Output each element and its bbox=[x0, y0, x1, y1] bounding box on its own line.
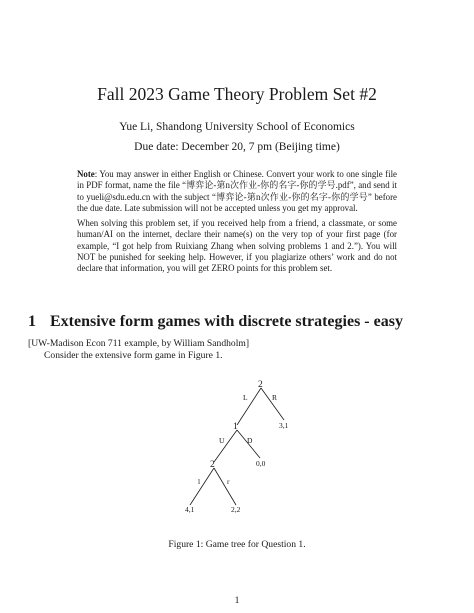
edge-l bbox=[190, 468, 214, 505]
payoff-l: 4,1 bbox=[185, 505, 195, 514]
due-date: Due date: December 20, 7 pm (Beijing time) bbox=[134, 141, 340, 153]
node-player1-label: 1 bbox=[233, 422, 238, 432]
payoff-D: 0,0 bbox=[256, 459, 266, 468]
section-number: 1 bbox=[28, 313, 36, 330]
figure-caption: Figure 1: Game tree for Question 1. bbox=[168, 539, 306, 550]
note-text: : You may answer in either English or Chinese. Convert your work to one single file in PDF format, name the file “博弈论-第n次作业-你的名字-你的学号.pdf”, and send it to yueli@sdu.edu.cn with the subject “博弈论-第n次作业-你的名字-你的学号” before the due date. Late submission will not be accepted unless you get my approval. bbox=[77, 169, 397, 213]
page-title: Fall 2023 Game Theory Problem Set #2 bbox=[97, 84, 377, 104]
node-lower-label: 2 bbox=[210, 460, 215, 470]
intro-text: Consider the extensive form game in Figure 1. bbox=[44, 350, 223, 361]
payoff-r: 2,2 bbox=[231, 505, 241, 514]
payoff-R: 3,1 bbox=[279, 421, 289, 430]
edge-U bbox=[214, 430, 237, 462]
author-line: Yue Li, Shandong University School of Economics bbox=[119, 121, 355, 133]
action-R-label: R bbox=[272, 393, 278, 402]
note-paragraph-2: When solving this problem set, if you received help from a friend, a classmate, or some human/AI on the internet, declare their name(s) on the very top of your first page (for example, “I got help from Ruixiang Zhang when solving problems 1 and 2.”). You will NOT be punished for seeking help. However, if you plagiarize others’ work and do not declare that information, you will get ZERO points for this problem set. bbox=[77, 218, 397, 274]
source-line: [UW-Madison Econ 711 example, by William Sandholm] bbox=[28, 338, 250, 349]
action-l-label: l bbox=[198, 477, 201, 486]
action-U-label: U bbox=[219, 436, 225, 445]
action-r-label: r bbox=[227, 477, 230, 486]
section-title: Extensive form games with discrete strategies - easy bbox=[50, 313, 403, 330]
note-label: Note bbox=[77, 169, 95, 179]
edge-L bbox=[237, 388, 261, 425]
node-root-label: 2 bbox=[258, 380, 263, 390]
page-number: 1 bbox=[234, 595, 240, 606]
action-D-label: D bbox=[247, 436, 253, 445]
action-L-label: L bbox=[243, 393, 248, 402]
edge-r bbox=[214, 468, 236, 505]
